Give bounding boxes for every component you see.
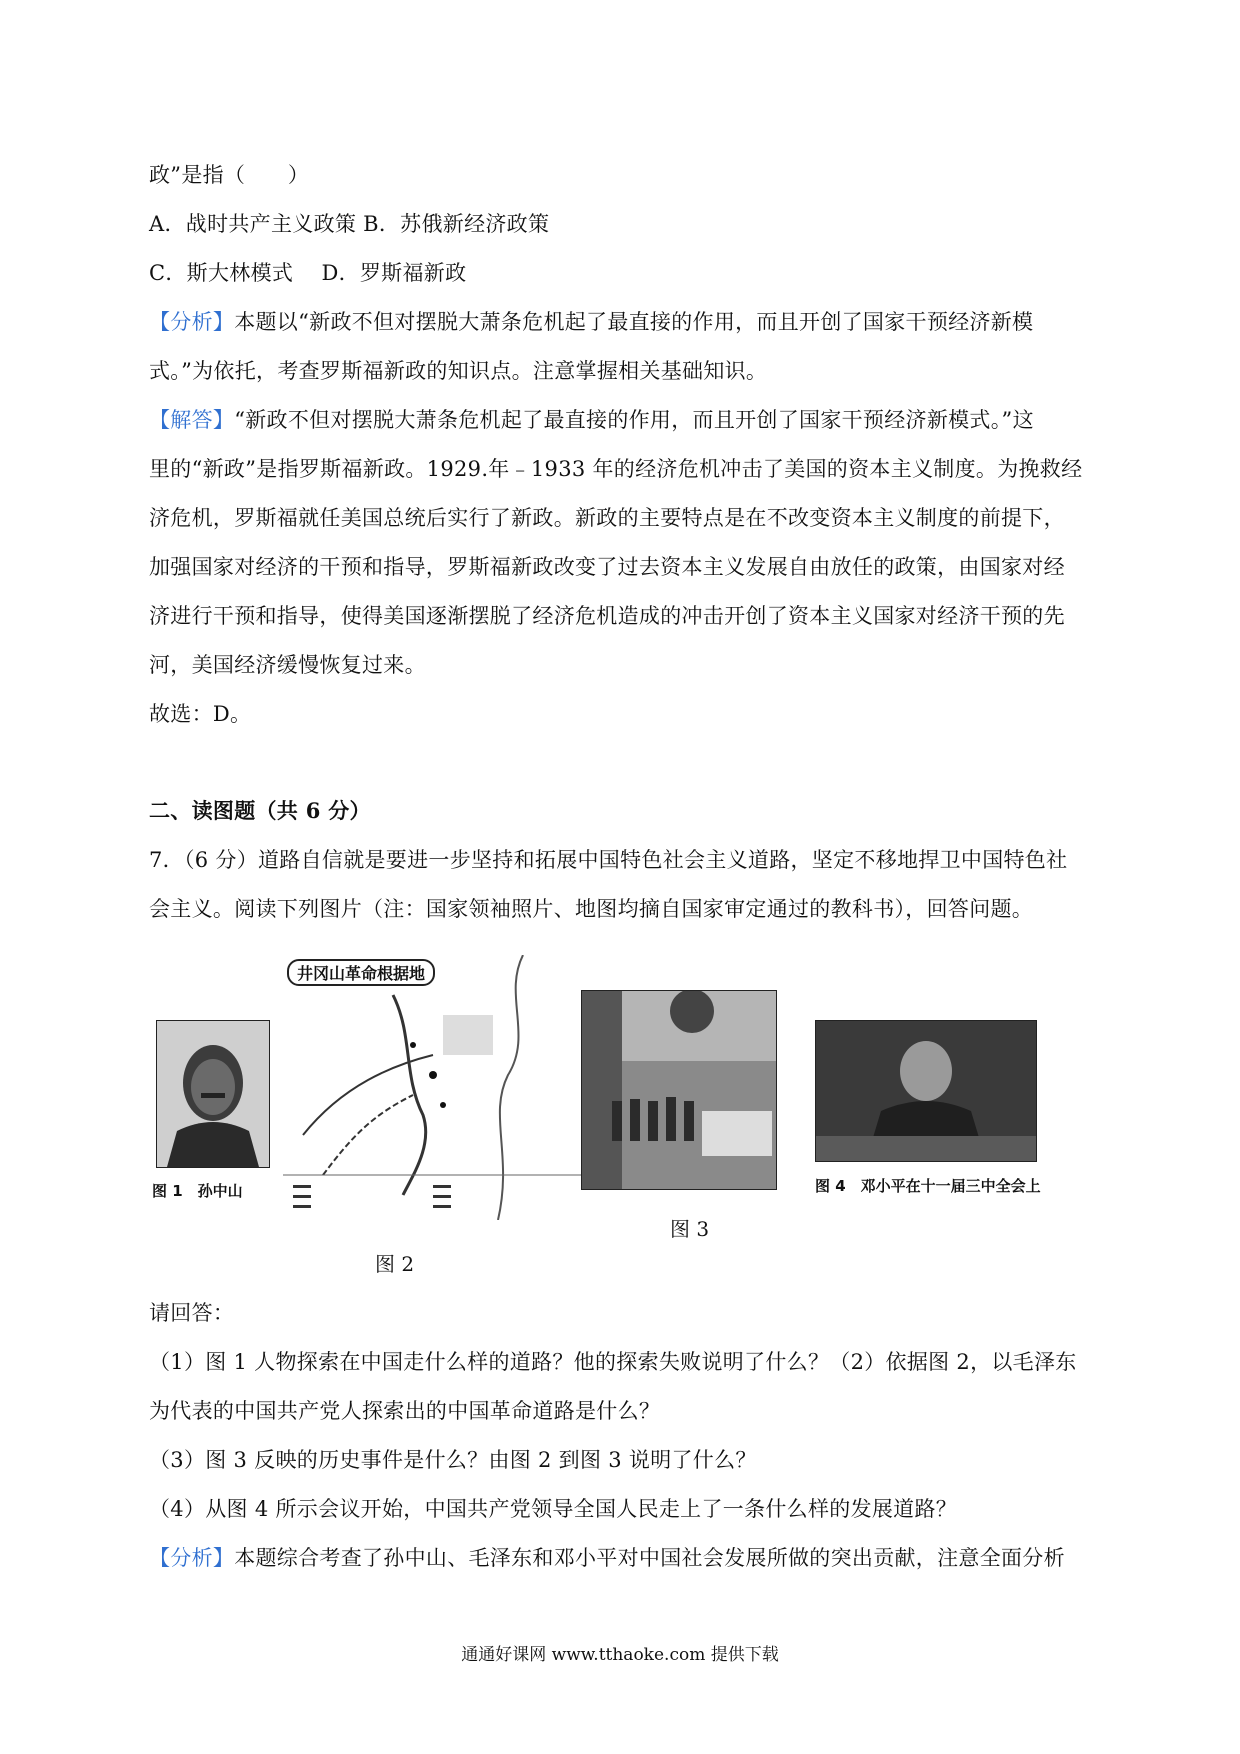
q7-stem-line2: 会主义。阅读下列图片（注：国家领袖照片、地图均摘自国家审定通过的教科书），回答问题。: [149, 897, 1034, 921]
answer-tag: 【解答】: [149, 408, 235, 432]
q6-answer-line5: 济进行干预和指导，使得美国逐渐摆脱了经济危机造成的冲击开创了资本主义国家对经济干预的先: [149, 604, 1065, 628]
q6-answer-line1: [149, 405, 1034, 435]
q7-analysis-line1: [149, 1543, 1065, 1573]
q6-choice: 故选：D。: [149, 702, 252, 726]
fig3-photo: [581, 990, 777, 1190]
q6-answer-line6: 河，美国经济缓慢恢复过来。: [149, 653, 426, 677]
q6-answer-line3: 济危机，罗斯福就任美国总统后实行了新政。新政的主要特点是在不改变资本主义制度的前提下，: [149, 506, 1065, 530]
q6-answer-line2: 里的“新政”是指罗斯福新政。1929.年﹣1933 年的经济危机冲击了美国的资本主义制度。为挽救经: [149, 457, 1083, 481]
q7-question1-line2: 为代表的中国共产党人探索出的中国革命道路是什么？: [149, 1399, 661, 1423]
fig3-label: 图 3: [670, 1217, 710, 1241]
fig2-map-title: 井冈山革命根据地: [287, 959, 435, 986]
fig2-map-drawing: [283, 955, 585, 1220]
fig1-caption: 图 1 孙中山: [152, 1182, 243, 1200]
fig4-photo: [815, 1020, 1037, 1162]
q6-stem-tail: 政”是指（ ）: [149, 163, 310, 187]
q6-answer-line4: 加强国家对经济的干预和指导，罗斯福新政改变了过去资本主义发展自由放任的政策，由国家对经: [149, 555, 1065, 579]
fig2-label: 图 2: [375, 1252, 415, 1276]
q7-question4: （4）从图 4 所示会议开始，中国共产党领导全国人民走上了一条什么样的发展道路？: [149, 1497, 958, 1521]
q6-analysis-line1: [149, 307, 1033, 337]
analysis-tag: 【分析】: [149, 310, 235, 334]
fig1-portrait-image: [156, 1020, 270, 1168]
fig4-caption: 图 4 邓小平在十一届三中全会上: [815, 1177, 1041, 1195]
q6-options-line1: A．战时共产主义政策 B．苏俄新经济政策: [149, 212, 550, 236]
q6-options-line2: C．斯大林模式 D．罗斯福新政: [149, 261, 467, 285]
section-title: 二、读图题（共 6 分）: [149, 798, 371, 823]
fig2-map: [283, 955, 585, 1220]
analysis-text: 本题综合考查了孙中山、毛泽东和邓小平对中国社会发展所做的突出贡献，注意全面分析: [234, 1546, 1065, 1570]
q7-prompt: 请回答：: [149, 1301, 235, 1325]
analysis-tag: 【分析】: [149, 1546, 235, 1570]
footer-text: 通通好课网 www.tthaoke.com 提供下载: [461, 1645, 779, 1665]
q7-stem-line1: 7．（6 分）道路自信就是要进一步坚持和拓展中国特色社会主义道路，坚定不移地捍卫中国特色社: [149, 848, 1068, 872]
answer-text: “新政不但对摆脱大萧条危机起了最直接的作用，而且开创了国家干预经济新模式。”这: [234, 408, 1034, 432]
q7-question1-line1: （1）图 1 人物探索在中国走什么样的道路？他的探索失败说明了什么？（2）依据图 2，以毛泽东: [149, 1350, 1077, 1374]
q7-question3: （3）图 3 反映的历史事件是什么？由图 2 到图 3 说明了什么？: [149, 1448, 757, 1472]
q6-analysis-line2: 式。”为依托，考查罗斯福新政的知识点。注意掌握相关基础知识。: [149, 359, 768, 383]
analysis-text: 本题以“新政不但对摆脱大萧条危机起了最直接的作用，而且开创了国家干预经济新模: [234, 310, 1034, 334]
